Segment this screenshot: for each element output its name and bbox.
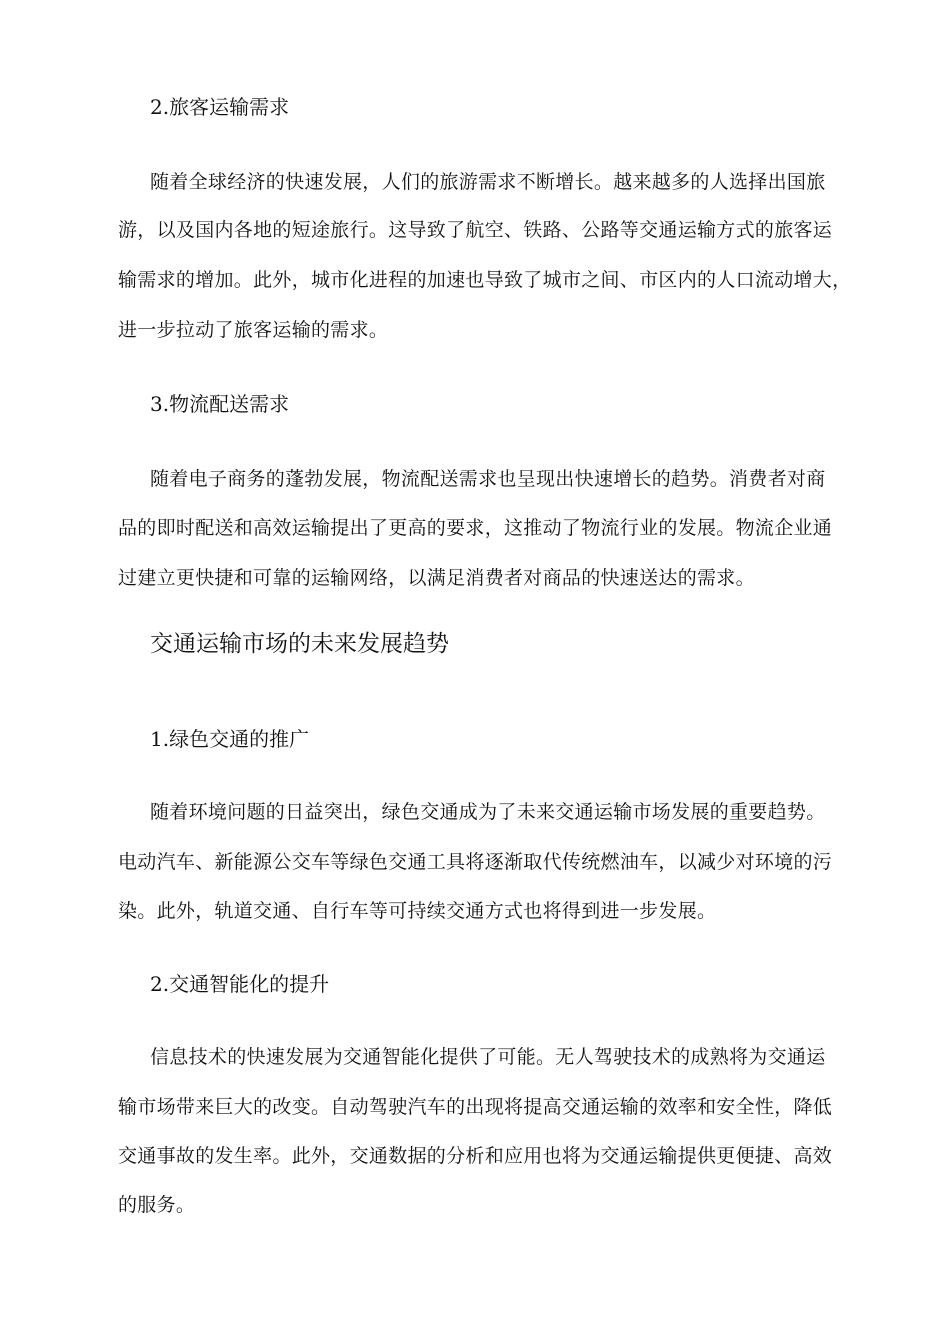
section-heading-passenger-transport: 2.旅客运输需求: [150, 95, 290, 119]
section-heading-green-transport: 1.绿色交通的推广: [150, 727, 310, 751]
section-heading-smart-transport: 2.交通智能化的提升: [150, 972, 330, 996]
paragraph-line: 随着全球经济的快速发展，人们的旅游需求不断增长。越来越多的人选择出国旅: [150, 171, 826, 193]
paragraph-line: 输需求的增加。此外，城市化进程的加速也导致了城市之间、市区内的人口流动增大，: [118, 269, 852, 291]
section-heading-logistics: 3.物流配送需求: [150, 392, 290, 416]
paragraph-line: 信息技术的快速发展为交通智能化提供了可能。无人驾驶技术的成熟将为交通运: [150, 1046, 826, 1068]
paragraph-line: 电动汽车、新能源公交车等绿色交通工具将逐渐取代传统燃油车，以减少对环境的污: [118, 851, 833, 873]
paragraph-line: 交通事故的发生率。此外，交通数据的分析和应用也将为交通运输提供更便捷、高效: [118, 1145, 833, 1167]
chapter-heading: 交通运输市场的未来发展趋势: [150, 631, 449, 657]
paragraph-line: 随着环境问题的日益突出，绿色交通成为了未来交通运输市场发展的重要趋势。: [150, 801, 826, 823]
paragraph-line: 品的即时配送和高效运输提出了更高的要求，这推动了物流行业的发展。物流企业通: [118, 517, 833, 539]
paragraph-line: 的服务。: [118, 1194, 196, 1216]
paragraph-line: 过建立更快捷和可靠的运输网络，以满足消费者对商品的快速送达的需求。: [118, 567, 755, 589]
paragraph-line: 输市场带来巨大的改变。自动驾驶汽车的出现将提高交通运输的效率和安全性，降低: [118, 1096, 833, 1118]
paragraph-line: 进一步拉动了旅客运输的需求。: [118, 319, 389, 341]
paragraph-line: 染。此外，轨道交通、自行车等可持续交通方式也将得到进一步发展。: [118, 900, 717, 922]
paragraph-line: 随着电子商务的蓬勃发展，物流配送需求也呈现出快速增长的趋势。消费者对商: [150, 468, 826, 490]
paragraph-line: 游，以及国内各地的短途旅行。这导致了航空、铁路、公路等交通运输方式的旅客运: [118, 219, 833, 241]
